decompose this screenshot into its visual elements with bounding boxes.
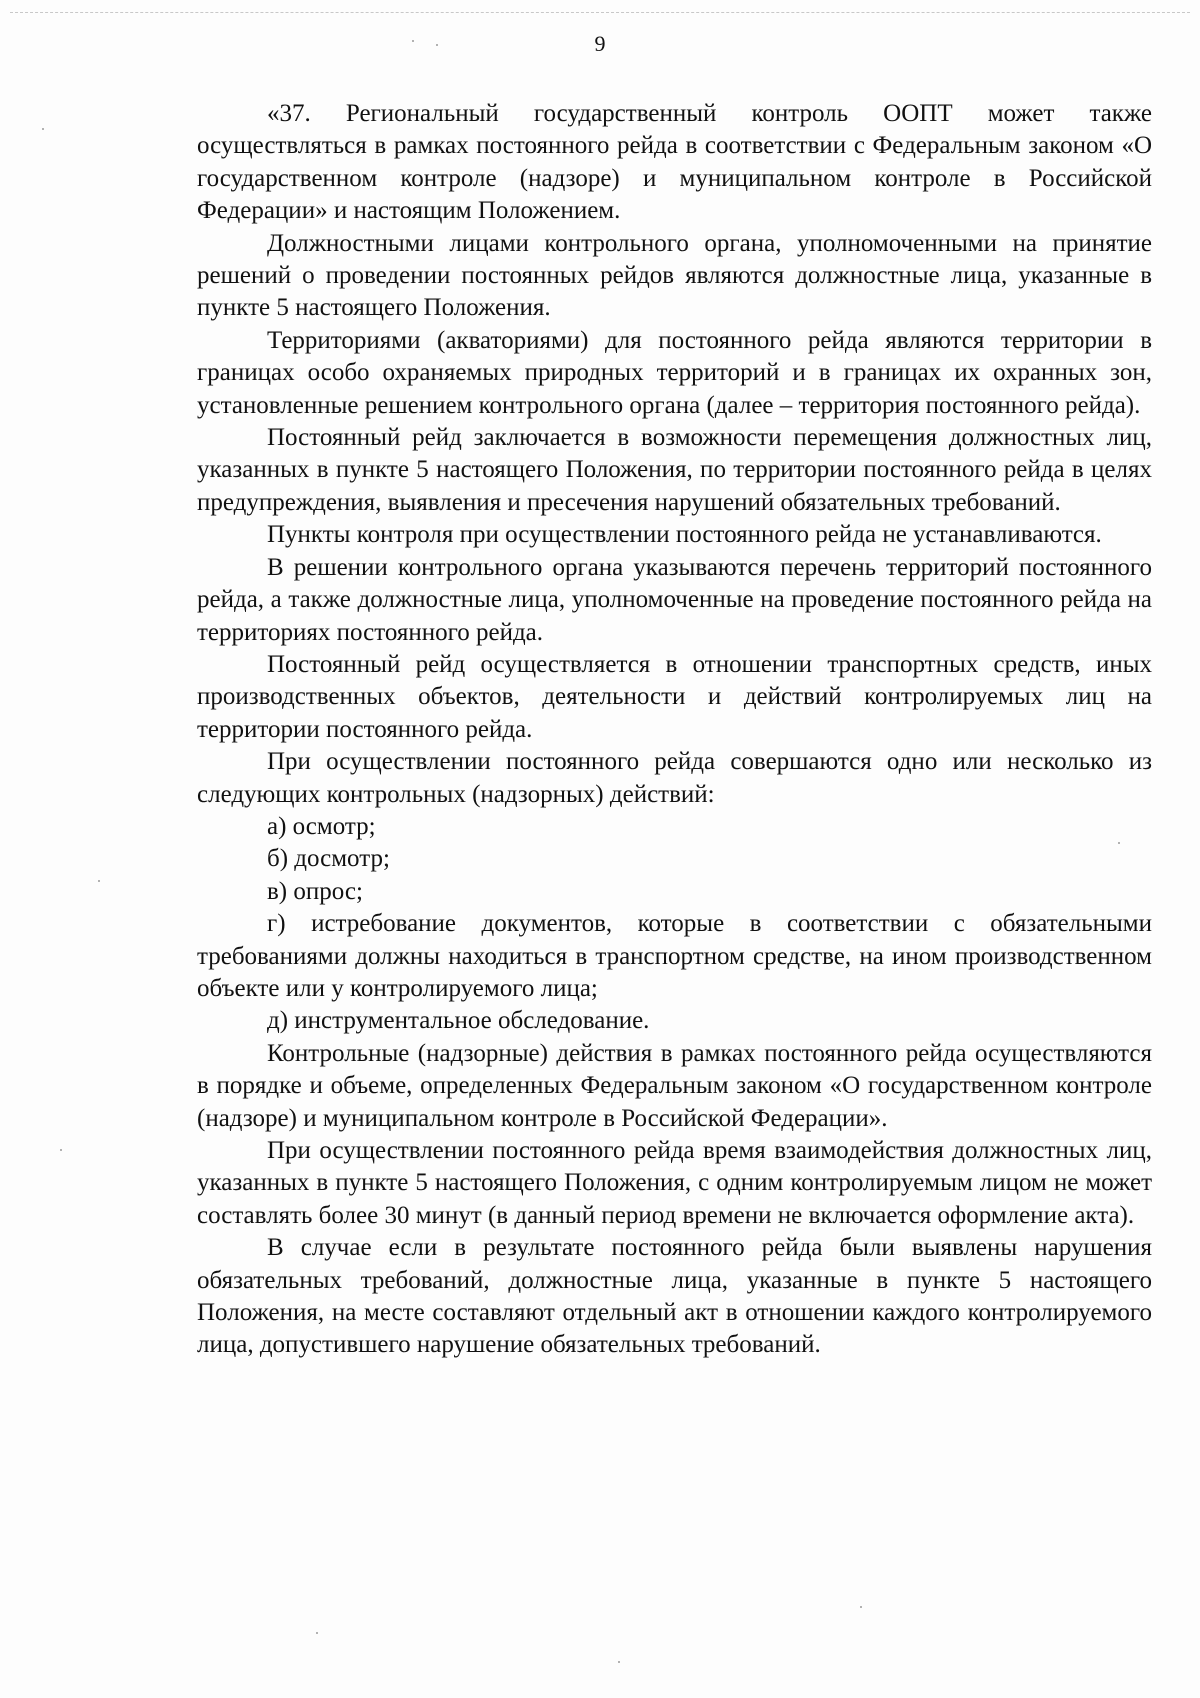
- paragraph: В решении контрольного органа указываются перечень территорий постоянного рейда, а также должностные лица, уполномоченные на проведение постоянного рейда на территориях постоянного рейда.: [197, 553, 1152, 646]
- list-item: б) досмотр;: [267, 845, 390, 873]
- paragraph: Контрольные (надзорные) действия в рамках постоянного рейда осуществляются в порядке и объеме, определенных Федеральным законом «О государственном контроле (надзоре) и муниципальном контроле в Российской Федерации».: [197, 1039, 1152, 1132]
- list-item: д) инструментальное обследование.: [267, 1007, 650, 1035]
- scan-speck: [98, 880, 100, 882]
- paragraph-37: «37. Региональный государственный контроль ООПТ может также осуществляться в рамках постоянного рейда в соответствии с Федеральным законом «О государственном контроле (надзоре) и муниципальном контроле в Российской Федерации» и настоящим Положением.: [197, 100, 1152, 225]
- paragraph: В случае если в результате постоянного рейда были выявлены нарушения обязательных требований, должностные лица, указанные в пункте 5 настоящего Положения, на месте составляют отдельный акт в отношении каждого контролируемого лица, допустившего нарушение обязательных требований.: [197, 1234, 1152, 1359]
- scan-speck: [860, 1606, 862, 1608]
- scan-edge-line: [10, 12, 1190, 13]
- list-item: в) опрос;: [267, 877, 363, 905]
- paragraph: Постоянный рейд осуществляется в отношении транспортных средств, иных производственных объектов, деятельности и действий контролируемых лиц на территории постоянного рейда.: [197, 650, 1152, 743]
- paragraph: При осуществлении постоянного рейда время взаимодействия должностных лиц, указанных в пункте 5 настоящего Положения, с одним контролируемым лицом не может составлять более 30 минут (в данный период времени не включается оформление акта).: [197, 1137, 1152, 1229]
- paragraph: Территориями (акваториями) для постоянного рейда являются территории в границах особо охраняемых природных территорий и в границах их охранных зон, установленные решением контрольного органа (далее – территория постоянного рейда).: [197, 326, 1152, 419]
- paragraph: При осуществлении постоянного рейда совершаются одно или несколько из следующих контрольных (надзорных) действий:: [197, 748, 1152, 808]
- scan-speck: [618, 1661, 620, 1663]
- paragraph: Должностными лицами контрольного органа, уполномоченными на принятие решений о проведении постоянных рейдов являются должностные лица, указанные в пункте 5 настоящего Положения.: [197, 229, 1152, 322]
- scan-speck: [316, 1632, 318, 1634]
- page-number: 9: [594, 31, 606, 56]
- scan-speck: [60, 1149, 62, 1151]
- scan-speck: [42, 128, 44, 130]
- document-body: [197, 98, 1152, 1362]
- paragraph: Постоянный рейд заключается в возможности перемещения должностных лиц, указанных в пункте 5 настоящего Положения, по территории постоянного рейда в целях предупреждения, выявления и пресечения нарушений обязательных требований.: [197, 424, 1152, 516]
- paragraph: Пункты контроля при осуществлении постоянного рейда не устанавливаются.: [267, 521, 1102, 549]
- list-item: а) осмотр;: [267, 812, 376, 840]
- list-item: г) истребование документов, которые в соответствии с обязательными требованиями должны находиться в транспортном средстве, на ином производственном объекте или у контролируемого лица;: [197, 910, 1152, 1002]
